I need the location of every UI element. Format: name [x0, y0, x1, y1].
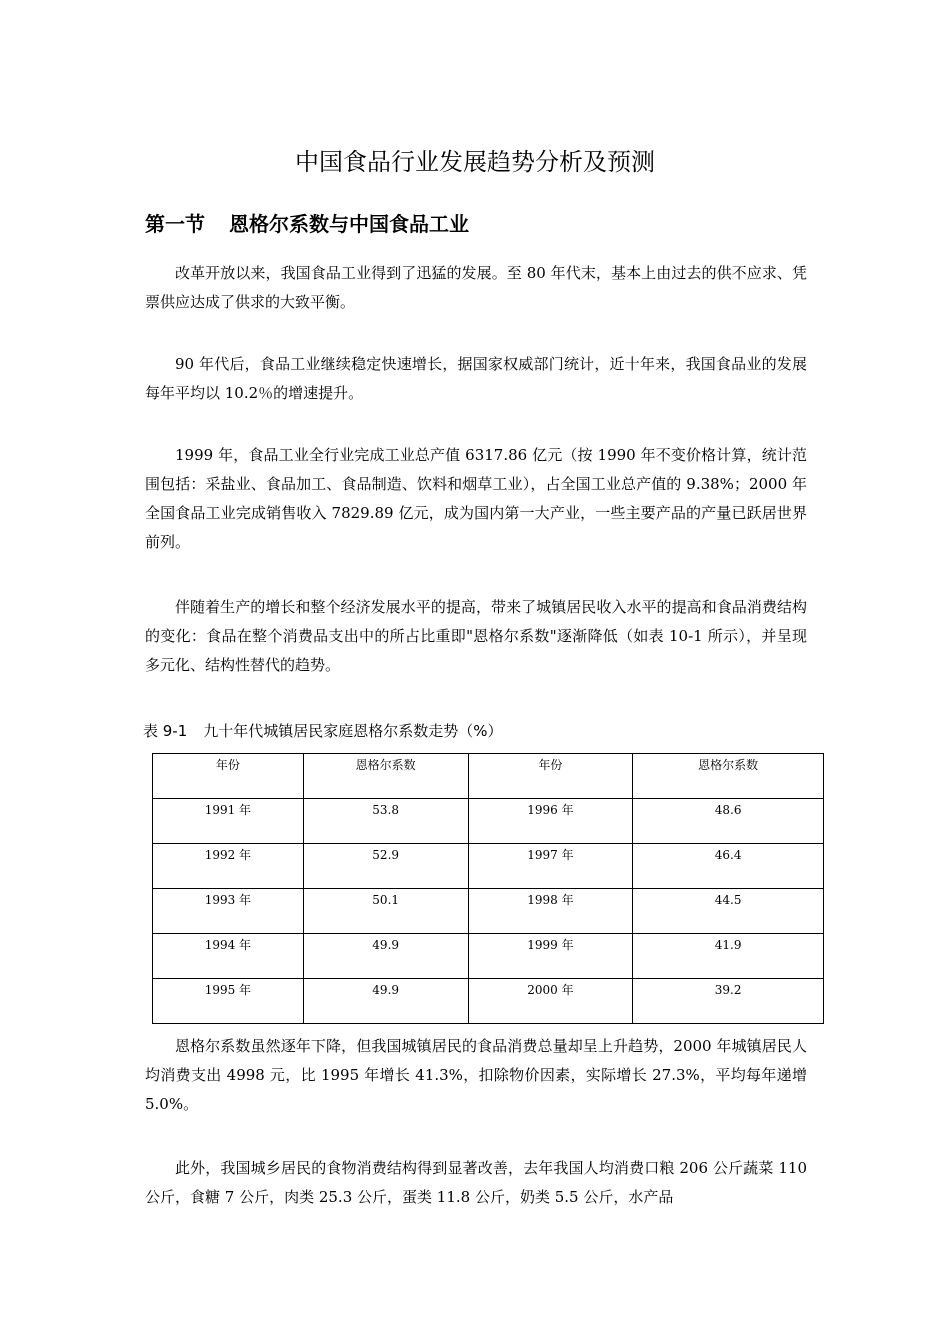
table-caption-text: 九十年代城镇居民家庭恩格尔系数走势（%）	[203, 722, 503, 740]
cell-coefficient: 52.9	[303, 844, 468, 889]
cell-coefficient: 41.9	[633, 934, 824, 979]
cell-year: 1997 年	[468, 844, 633, 889]
table-caption-number: 表 9-1	[143, 722, 188, 740]
cell-coefficient: 50.1	[303, 889, 468, 934]
cell-year: 1995 年	[153, 979, 304, 1024]
header-year: 年份	[153, 754, 304, 799]
cell-year: 1993 年	[153, 889, 304, 934]
cell-coefficient: 53.8	[303, 799, 468, 844]
paragraph-1: 改革开放以来，我国食品工业得到了迅猛的发展。至 80 年代末，基本上由过去的供不应求、凭票供应达成了供求的大致平衡。	[145, 264, 807, 311]
cell-coefficient: 48.6	[633, 799, 824, 844]
table-row	[153, 889, 824, 934]
header-engel-coefficient: 恩格尔系数	[633, 754, 824, 799]
paragraph-6: 此外，我国城乡居民的食物消费结构得到显著改善，去年我国人均消费口粮 206 公斤蔬菜 110 公斤，食糖 7 公斤，肉类 25.3 公斤，蛋类 11.8 公斤，奶类 5.5 公斤，水产品	[145, 1159, 807, 1206]
cell-coefficient: 49.9	[303, 934, 468, 979]
table-row	[153, 799, 824, 844]
section-title: 恩格尔系数与中国食品工业	[229, 212, 469, 236]
document-title: 中国食品行业发展趋势分析及预测	[295, 148, 655, 176]
cell-year: 1994 年	[153, 934, 304, 979]
section-number: 第一节	[145, 212, 205, 236]
cell-year: 1996 年	[468, 799, 633, 844]
paragraph-5: 恩格尔系数虽然逐年下降，但我国城镇居民的食品消费总量却呈上升趋势，2000 年城镇居民人均消费支出 4998 元，比 1995 年增长 41.3%，扣除物价因素，实际增长 27.3%，平均每年递增 5.0%。	[145, 1037, 807, 1113]
cell-year: 1992 年	[153, 844, 304, 889]
cell-coefficient: 49.9	[303, 979, 468, 1024]
cell-year: 2000 年	[468, 979, 633, 1024]
cell-coefficient: 44.5	[633, 889, 824, 934]
table-row	[153, 844, 824, 889]
cell-coefficient: 46.4	[633, 844, 824, 889]
table-row	[153, 979, 824, 1024]
header-engel-coefficient: 恩格尔系数	[303, 754, 468, 799]
cell-coefficient: 39.2	[633, 979, 824, 1024]
table-row	[153, 934, 824, 979]
table-header-row	[153, 754, 824, 799]
table-caption	[143, 718, 503, 744]
section-heading	[145, 210, 469, 238]
paragraph-4: 伴随着生产的增长和整个经济发展水平的提高，带来了城镇居民收入水平的提高和食品消费结构的变化：食品在整个消费品支出中的所占比重即"恩格尔系数"逐渐降低（如表 10-1 所示），并呈现多元化、结构性替代的趋势。	[145, 598, 807, 674]
engel-coefficient-table	[152, 753, 824, 1024]
paragraph-2: 90 年代后，食品工业继续稳定快速增长，据国家权威部门统计，近十年来，我国食品业的发展每年平均以 10.2％的增速提升。	[145, 355, 807, 402]
cell-year: 1991 年	[153, 799, 304, 844]
paragraph-3: 1999 年，食品工业全行业完成工业总产值 6317.86 亿元（按 1990 年不变价格计算，统计范围包括：采盐业、食品加工、食品制造、饮料和烟草工业），占全国工业总产值的 9.38%；2000 年全国食品工业完成销售收入 7829.89 亿元，成为国内第一大产业，一些主要产品的产量已跃居世界前列。	[145, 446, 807, 551]
cell-year: 1998 年	[468, 889, 633, 934]
cell-year: 1999 年	[468, 934, 633, 979]
header-year: 年份	[468, 754, 633, 799]
